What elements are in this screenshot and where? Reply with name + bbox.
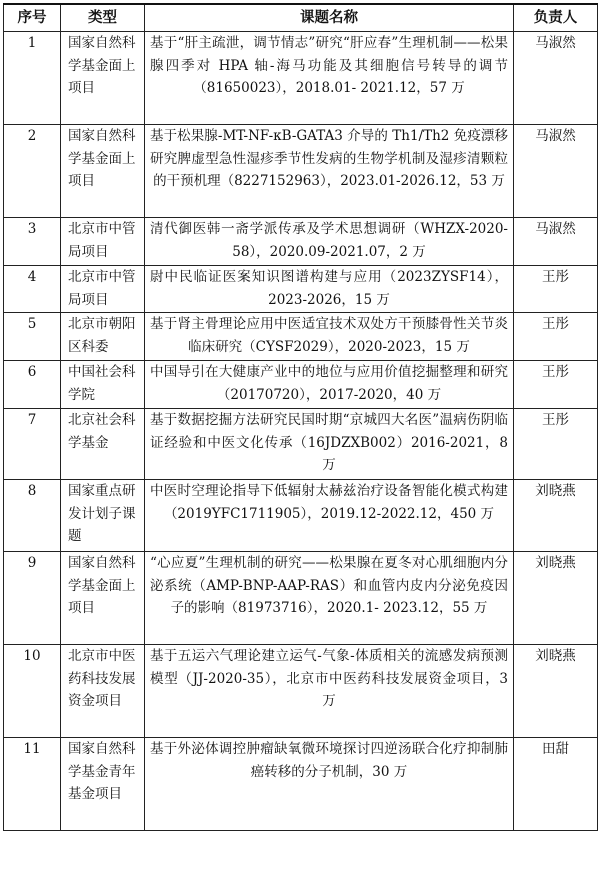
table-header-row: [4, 4, 598, 32]
row-title: 清代御医韩一斋学派传承及学术思想调研（WHZX-2020-58），2020.09-2021.07，2 万: [145, 218, 514, 266]
row-category: 国家重点研发计划子课题: [61, 480, 145, 552]
row-owner: 刘晓燕: [514, 645, 598, 738]
table-row: [4, 480, 598, 552]
row-title: 基于肾主骨理论应用中医适宜技术双处方干预膝骨性关节炎临床研究（CYSF2029），2020-2023，15 万: [145, 313, 514, 361]
row-owner: 刘晓燕: [514, 552, 598, 645]
row-no: 4: [4, 266, 61, 313]
row-no: 8: [4, 480, 61, 552]
row-no: 7: [4, 409, 61, 480]
row-owner: 王彤: [514, 266, 598, 313]
row-category: 北京市朝阳区科委: [61, 313, 145, 361]
table-row: [4, 409, 598, 480]
table-row: [4, 266, 598, 313]
row-no: 9: [4, 552, 61, 645]
row-owner: 马淑然: [514, 125, 598, 218]
table-row: [4, 125, 598, 218]
row-category: 中国社会科学院: [61, 361, 145, 409]
row-category: 国家自然科学基金青年基金项目: [61, 738, 145, 831]
row-category: 国家自然科学基金面上项目: [61, 552, 145, 645]
row-category: 北京市中管局项目: [61, 218, 145, 266]
table-row: [4, 313, 598, 361]
row-title: 基于“肝主疏泄，调节情志”研究“肝应春”生理机制——松果腺四季对 HPA 轴-海马功能及其细胞信号转导的调节（81650023），2018.01- 2021.12，57 万: [145, 32, 514, 125]
row-owner: 王彤: [514, 409, 598, 480]
project-table: [3, 3, 598, 831]
row-title: 中医时空理论指导下低辐射太赫兹治疗设备智能化模式构建（2019YFC1711905），2019.12-2022.12，450 万: [145, 480, 514, 552]
row-category: 国家自然科学基金面上项目: [61, 32, 145, 125]
row-category: 国家自然科学基金面上项目: [61, 125, 145, 218]
row-no: 3: [4, 218, 61, 266]
header-title: 课题名称: [145, 4, 514, 32]
header-owner: 负责人: [514, 4, 598, 32]
row-title: 尉中民临证医案知识图谱构建与应用（2023ZYSF14），2023-2026，15 万: [145, 266, 514, 313]
header-no: 序号: [4, 4, 61, 32]
row-title: 基于外泌体调控肿瘤缺氧微环境探讨四逆汤联合化疗抑制肺癌转移的分子机制，30 万: [145, 738, 514, 831]
row-no: 10: [4, 645, 61, 738]
table-row: [4, 218, 598, 266]
row-category: 北京社会科学基金: [61, 409, 145, 480]
row-no: 2: [4, 125, 61, 218]
row-owner: 王彤: [514, 361, 598, 409]
row-owner: 马淑然: [514, 218, 598, 266]
row-title: 中国导引在大健康产业中的地位与应用价值挖掘整理和研究（20170720），2017-2020，40 万: [145, 361, 514, 409]
row-no: 11: [4, 738, 61, 831]
table-row: [4, 361, 598, 409]
table-row: [4, 645, 598, 738]
table-row: [4, 552, 598, 645]
row-owner: 王彤: [514, 313, 598, 361]
row-title: 基于数据挖掘方法研究民国时期“京城四大名医”温病伤阴临证经验和中医文化传承（16JDZXB002）2016-2021，8 万: [145, 409, 514, 480]
row-owner: 田甜: [514, 738, 598, 831]
header-category: 类型: [61, 4, 145, 32]
row-no: 1: [4, 32, 61, 125]
row-title: 基于五运六气理论建立运气-气象-体质相关的流感发病预测模型（JJ-2020-35），北京市中医药科技发展资金项目，3 万: [145, 645, 514, 738]
table-row: [4, 32, 598, 125]
row-category: 北京市中医药科技发展资金项目: [61, 645, 145, 738]
table-row: [4, 738, 598, 831]
row-owner: 刘晓燕: [514, 480, 598, 552]
row-no: 6: [4, 361, 61, 409]
row-owner: 马淑然: [514, 32, 598, 125]
row-no: 5: [4, 313, 61, 361]
row-category: 北京市中管局项目: [61, 266, 145, 313]
row-title: 基于松果腺-MT-NF-κB-GATA3 介导的 Th1/Th2 免疫漂移研究脾虚型急性湿疹季节性发病的生物学机制及湿疹清颗粒的干预机理（8227152963），2023.01-2026.12，53 万: [145, 125, 514, 218]
row-title: “心应夏”生理机制的研究——松果腺在夏冬对心肌细胞内分泌系统（AMP-BNP-AAP-RAS）和血管内皮内分泌免疫因子的影响（81973716），2020.1- 2023.12，55 万: [145, 552, 514, 645]
